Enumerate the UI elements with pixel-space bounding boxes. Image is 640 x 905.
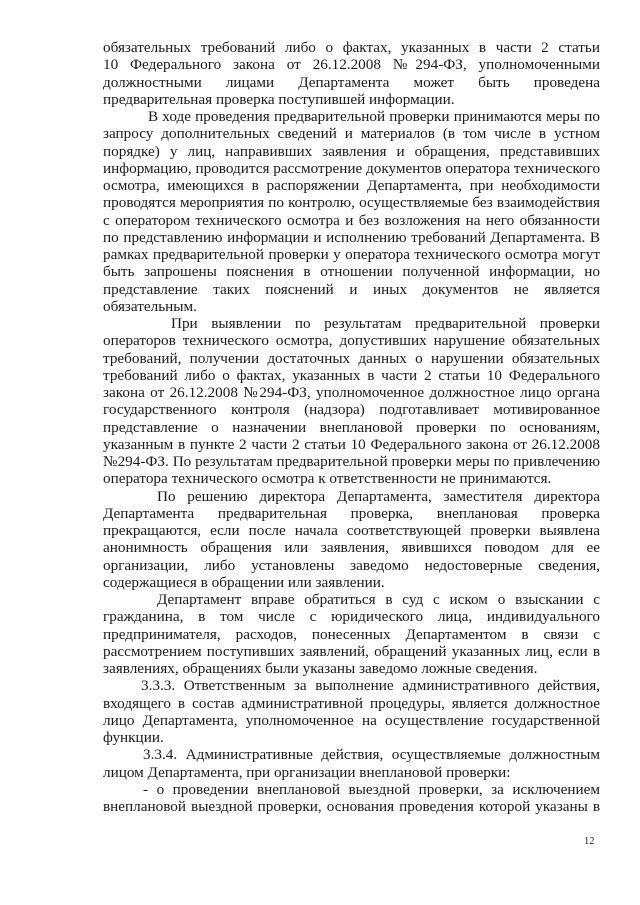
text-line: осмотра, имеющихся в распоряжении Департамента, при необходимости [103, 177, 600, 194]
text-line: представление о назначении внеплановой проверки по основаниям, [103, 418, 600, 436]
text-line: предварительная проверка поступившей информации. [103, 90, 455, 108]
text-line: указанным в пункте 2 части 2 статьи 10 Федерального закона от 26.12.2008 [103, 435, 600, 453]
text-line: заявлениях, обращениях были указаны заведомо ложные сведения. [103, 660, 538, 677]
text-line: При выявлении по результатам предварительной проверки [171, 315, 600, 332]
text-line: функции. [103, 729, 164, 746]
text-line: лицо Департамента, уполномоченное на осуществление государственной [103, 711, 600, 729]
text-line: Департамента предварительная проверка, внеплановая проверка [103, 504, 600, 522]
text-line: содержащиеся в обращении или заявлении. [103, 573, 385, 591]
text-line: рамках предварительной проверки у оператора технического осмотра могут [103, 246, 600, 263]
text-line: По решению директора Департамента, заместителя директора [157, 487, 600, 505]
text-line: Департамент вправе обратиться в суд с иском о взыскании с [157, 591, 600, 608]
paragraph [103, 591, 600, 677]
text-line: проводятся мероприятия по контролю, осуществляемые без взаимодействия [103, 194, 600, 212]
text-line: государственного контроля (надзора) подготавливает мотивированное [103, 401, 600, 419]
text-line: требований, получении достаточных данных о нарушении обязательных [103, 349, 600, 367]
text-line: должностными лицами Департамента может быть проведена [103, 73, 600, 91]
text-line: порядке) у лиц, направивших заявления и обращения, представивших [103, 142, 600, 160]
text-line: 10 Федерального закона от 26.12.2008 №294-ФЗ, уполномоченными [103, 56, 600, 74]
text-line: обязательным. [103, 297, 197, 315]
text-line: закона от 26.12.2008 №294-ФЗ, уполномоченное должностное лицо органа [103, 384, 600, 401]
text-line: анонимность обращения или заявления, явившихся поводом для ее [103, 539, 600, 557]
text-line: оператора технического осмотра к ответственности не принимаются. [103, 470, 552, 488]
text-line: 3.3.4. Административные действия, осуществляемые должностным [143, 746, 600, 764]
text-line: быть запрошены пояснения в отношении полученной информации, но [103, 263, 600, 281]
text-line: с оператором технического осмотра и без возложения на него обязанности [103, 211, 600, 229]
text-line: организации, либо установлены заведомо недостоверные сведения, [103, 556, 600, 574]
text-line: №294-ФЗ. По результатам предварительной проверки меры по привлечению [103, 453, 600, 470]
paragraph [103, 39, 600, 108]
text-line: запросу дополнительных сведений и материалов (в том числе в устном [103, 125, 600, 143]
paragraph [103, 108, 600, 315]
text-line: информацию, проводится рассмотрение документов оператора технического [103, 159, 601, 177]
text-line: требований либо о фактах, указанных в части 2 статьи 10 Федерального [103, 366, 600, 384]
text-line: гражданина, в том числе с юридического лица, индивидуального [103, 608, 600, 626]
text-line: прекращаются, если после начала соответствующей проверки выявлена [103, 522, 600, 539]
text-line: представление таких пояснений и иных документов не является [103, 280, 600, 298]
document-body [103, 39, 600, 815]
text-line: - о проведении внеплановой выездной проверки, за исключением [143, 780, 600, 798]
text-line: внеплановой выездной проверки, основания проведения которой указаны в [103, 798, 600, 815]
text-line: по представлению информации и исполнению требований Департамента. В [103, 228, 600, 246]
text-line: предпринимателя, расходов, понесенных Департаментом в связи с [103, 625, 600, 643]
paragraph [103, 781, 600, 816]
text-line: лицом Департамента, при организации внеплановой проверки: [103, 763, 511, 781]
text-line: операторов технического осмотра, допустивших нарушение обязательных [103, 332, 600, 350]
text-line: входящего в состав административной процедуры, является должностное [103, 694, 600, 712]
text-line: рассмотрением поступивших заявлений, обращений указанных лиц, если в [103, 642, 600, 660]
paragraph [103, 315, 600, 488]
text-line: 3.3.3. Ответственным за выполнение административного действия, [141, 677, 600, 695]
text-line: обязательных требований либо о фактах, указанных в части 2 статьи [103, 39, 600, 56]
text-line: В ходе проведения предварительной проверки принимаются меры по [148, 108, 600, 125]
paragraph [103, 488, 600, 592]
paragraph [103, 746, 600, 781]
page-number: 12 [584, 836, 595, 847]
paragraph [103, 677, 600, 746]
